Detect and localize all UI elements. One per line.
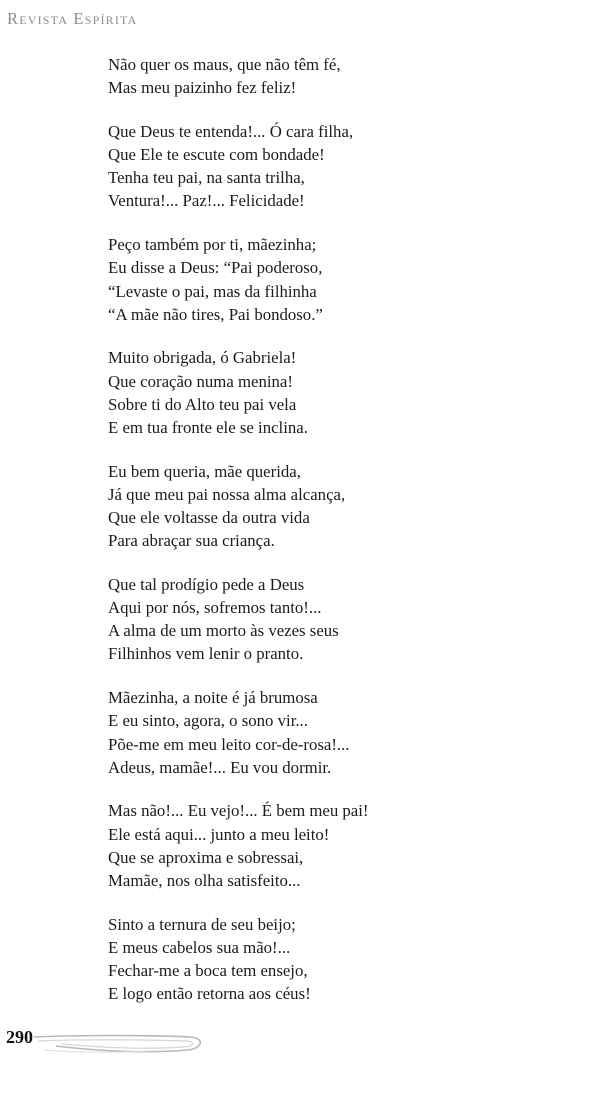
stanza xyxy=(108,573,548,666)
poem-line: Ventura!... Paz!... Felicidade! xyxy=(108,191,305,211)
poem-line: Peço também por ti, mãezinha; xyxy=(108,235,317,255)
poem-line: Fechar-me a boca tem ensejo, xyxy=(108,961,308,980)
poem-line: Que ele voltasse da outra vida xyxy=(108,508,310,527)
poem-line: Sobre ti do Alto teu pai vela xyxy=(108,394,297,414)
poem-line: Ele está aqui... junto a meu leito! xyxy=(108,824,330,844)
running-head: Revista Espírita xyxy=(7,9,138,28)
poem-line: Põe-me em meu leito cor-de-rosa!... xyxy=(108,734,350,754)
poem-line: Mas não!... Eu vejo!... É bem meu pai! xyxy=(108,801,369,821)
swoosh-ornament-icon xyxy=(0,1022,260,1062)
poem-line: Muito obrigada, ó Gabriela! xyxy=(108,348,297,368)
stanza xyxy=(108,120,548,213)
poem-line: Mamãe, nos olha satisfeito... xyxy=(108,870,301,890)
poem-line: Tenha teu pai, na santa trilha, xyxy=(108,168,305,188)
poem-line: “A mãe não tires, Pai bondoso.” xyxy=(108,304,323,324)
poem-line: Eu disse a Deus: “Pai poderoso, xyxy=(108,258,323,278)
poem-line: Que Ele te escute com bondade! xyxy=(108,145,325,165)
poem-line: Aqui por nós, sofremos tanto!... xyxy=(108,598,322,618)
poem-line: Que coração numa menina! xyxy=(108,371,293,391)
poem-line: Que tal prodígio pede a Deus xyxy=(108,574,305,594)
poem-line: Não quer os maus, que não têm fé, xyxy=(108,55,341,74)
stanza xyxy=(108,460,548,553)
poem-line: E em tua fronte ele se inclina. xyxy=(108,417,308,437)
stanza xyxy=(108,686,548,779)
stanza xyxy=(108,913,548,1006)
poem-line: Que se aproxima e sobressai, xyxy=(108,847,304,867)
poem-line: Eu bem queria, mãe querida, xyxy=(108,461,301,481)
stanza xyxy=(108,53,548,99)
poem-line: Já que meu pai nossa alma alcança, xyxy=(108,484,346,504)
poem-line: Filhinhos vem lenir o pranto. xyxy=(108,644,304,664)
poem xyxy=(108,53,548,1026)
poem-line: E eu sinto, agora, o sono vir... xyxy=(108,711,308,731)
page-number: 290 xyxy=(6,1027,33,1047)
stanza xyxy=(108,346,548,439)
poem-line: Para abraçar sua criança. xyxy=(108,531,275,551)
poem-line: A alma de um morto às vezes seus xyxy=(108,621,339,641)
poem-line: E logo então retorna aos céus! xyxy=(108,984,311,1004)
poem-line: “Levaste o pai, mas da filhinha xyxy=(108,281,317,301)
stanza xyxy=(108,799,548,892)
poem-line: Que Deus te entenda!... Ó cara filha, xyxy=(108,121,354,141)
poem-line: Sinto a ternura de seu beijo; xyxy=(108,914,296,934)
page-footer xyxy=(0,1022,260,1062)
poem-line: Mãezinha, a noite é já brumosa xyxy=(108,688,318,708)
poem-line: Mas meu paizinho fez feliz! xyxy=(108,78,297,98)
stanza xyxy=(108,233,548,326)
poem-line: E meus cabelos sua mão!... xyxy=(108,937,291,957)
poem-line: Adeus, mamãe!... Eu vou dormir. xyxy=(108,757,332,777)
